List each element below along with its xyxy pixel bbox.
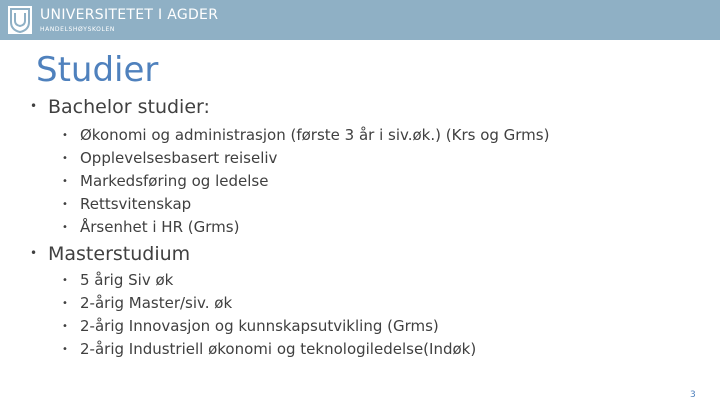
section-heading: Bachelor studier: (48, 96, 210, 118)
list-item (62, 271, 173, 289)
slide-title: Studier (36, 50, 159, 90)
university-logo-icon (8, 6, 32, 34)
page-number: 3 (690, 390, 696, 400)
list-item-text: 5 årig Siv øk (80, 271, 174, 289)
list-item (62, 218, 239, 236)
list-item-text: Markedsføring og ledelse (80, 172, 269, 190)
school-name: HANDELSHØYSKOLEN (40, 26, 115, 33)
bullet-icon: • (30, 99, 38, 113)
bullet-master-heading (30, 243, 190, 265)
list-item (62, 126, 549, 144)
list-item-text: 2-årig Industriell økonomi og teknologiledelse(Indøk) (80, 340, 477, 358)
bullet-icon: • (62, 344, 68, 355)
header-band (0, 0, 720, 40)
list-item (62, 340, 476, 358)
list-item-text: Opplevelsesbasert reiseliv (80, 149, 278, 167)
list-item-text: Rettsvitenskap (80, 195, 192, 213)
list-item (62, 294, 232, 312)
bullet-icon: • (62, 321, 68, 332)
bullet-icon: • (62, 222, 68, 233)
section-heading: Masterstudium (48, 243, 191, 265)
list-item (62, 172, 268, 190)
bullet-icon: • (62, 199, 68, 210)
university-name: UNIVERSITETET I AGDER (40, 7, 219, 23)
list-item (62, 195, 191, 213)
list-item (62, 317, 439, 335)
list-item-text: 2-årig Master/siv. øk (80, 294, 233, 312)
list-item-text: Årsenhet i HR (Grms) (80, 218, 240, 236)
bullet-icon: • (62, 298, 68, 309)
bullet-icon: • (62, 176, 68, 187)
bullet-icon: • (30, 246, 38, 260)
bullet-icon: • (62, 275, 68, 286)
list-item-text: 2-årig Innovasjon og kunnskapsutvikling (Grms) (80, 317, 439, 335)
bullet-icon: • (62, 130, 68, 141)
bullet-bachelor-heading (30, 96, 210, 118)
list-item-text: Økonomi og administrasjon (første 3 år i siv.øk.) (Krs og Grms) (80, 126, 550, 144)
list-item (62, 149, 277, 167)
bullet-icon: • (62, 153, 68, 164)
